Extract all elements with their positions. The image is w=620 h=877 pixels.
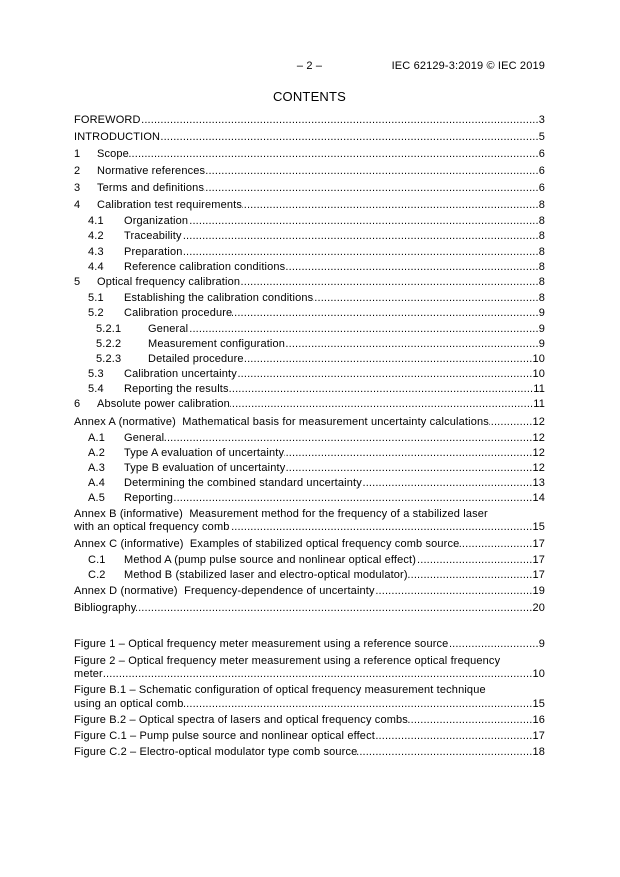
toc-entry-4-1[interactable] — [74, 215, 545, 228]
entry-title: Figure B.2 – Optical spectra of lasers and optical frequency combs — [74, 713, 408, 726]
toc-entry-a-3[interactable] — [74, 462, 545, 475]
page-number: 17 — [532, 554, 545, 567]
section-number: A.4 — [88, 476, 105, 489]
entry-title: Method B (stabilized laser and electro-optical modulator) — [124, 569, 408, 582]
figure-entry-1[interactable] — [74, 638, 545, 651]
entry-title: General — [124, 431, 165, 444]
section-number: 5.2.3 — [96, 352, 122, 365]
dot-leader — [141, 114, 539, 127]
page-number: 17 — [532, 730, 545, 743]
toc-entry-annex-d[interactable] — [74, 585, 545, 598]
section-number: 3 — [74, 182, 81, 195]
section-number: 1 — [74, 147, 81, 160]
page-number: 12 — [532, 415, 545, 428]
page-number: 6 — [538, 147, 545, 160]
section-number: 5.1 — [88, 292, 104, 305]
section-number: A.3 — [88, 461, 105, 474]
entry-title: Normative references — [97, 165, 206, 178]
page-number: 9 — [538, 307, 545, 320]
page-number: 15 — [532, 697, 545, 710]
header-standard-reference: IEC 62129-3:2019 © IEC 2019 — [391, 60, 545, 73]
page-number: 16 — [532, 713, 545, 726]
dot-leader — [362, 477, 533, 490]
entry-title: Type A evaluation of uncertainty — [124, 446, 285, 459]
figure-entry-c-1[interactable] — [74, 730, 545, 743]
entry-title: Scope — [97, 147, 129, 160]
entry-title: Figure C.1 – Pump pulse source and nonlinear optical effect — [74, 730, 375, 743]
toc-entry-5-3[interactable] — [74, 368, 545, 381]
section-number: 5.4 — [88, 382, 104, 395]
entry-title: Reference calibration conditions — [124, 260, 286, 273]
section-number: 4 — [74, 199, 81, 212]
entry-title: Calibration test requirements — [97, 199, 242, 212]
page-number: 10 — [532, 367, 545, 380]
dot-leader — [230, 521, 533, 534]
dot-leader — [408, 569, 533, 582]
toc-entry-annex-a[interactable] — [74, 416, 545, 429]
figure-entry-2[interactable] — [74, 655, 545, 682]
page-number: 11 — [533, 398, 545, 411]
entry-title-continued: meter — [74, 667, 103, 680]
section-number: 4.2 — [88, 230, 104, 243]
entry-title: Detailed procedure — [148, 352, 244, 365]
entry-title-line — [74, 684, 545, 697]
dot-leader — [284, 447, 532, 460]
page-number: 8 — [538, 230, 545, 243]
dot-leader — [489, 416, 533, 429]
toc-entry-c-2[interactable] — [74, 569, 545, 582]
entry-title-line — [74, 668, 545, 681]
toc-entry-a-5[interactable] — [74, 492, 545, 505]
page-number: 15 — [532, 520, 545, 533]
section-number: 5.2.1 — [96, 322, 122, 335]
entry-title-line — [74, 698, 545, 711]
dot-leader — [173, 492, 532, 505]
dot-leader — [240, 276, 539, 289]
toc-entry-a-2[interactable] — [74, 447, 545, 460]
section-number: 2 — [74, 165, 81, 178]
entry-title: Absolute power calibration — [97, 398, 230, 411]
section-number: 4.1 — [88, 215, 104, 228]
page-number: 12 — [532, 461, 545, 474]
page-number: 20 — [532, 601, 545, 614]
page-number: 8 — [538, 292, 545, 305]
toc-entry-4-2[interactable] — [74, 230, 545, 243]
toc-entry-a-1[interactable] — [74, 432, 545, 445]
toc-entry-c-1[interactable] — [74, 554, 545, 567]
entry-title-continued: with an optical frequency comb — [74, 520, 230, 533]
page-number: 9 — [538, 337, 545, 350]
dot-leader — [129, 148, 539, 161]
entry-title: Reporting the results — [124, 382, 229, 395]
toc-entry-bibliography[interactable] — [74, 602, 545, 615]
page-number: 13 — [532, 476, 545, 489]
entry-title-line — [74, 655, 545, 668]
dot-leader — [285, 261, 538, 274]
dot-leader — [188, 215, 539, 228]
entry-title: INTRODUCTION — [74, 130, 161, 143]
toc-entry-4-3[interactable] — [74, 246, 545, 259]
entry-title: Annex C (informative) Examples of stabilized optical frequency comb source — [74, 538, 460, 551]
entry-title: FOREWORD — [74, 113, 141, 126]
entry-title: Figure B.1 – Schematic configuration of optical frequency measurement technique — [74, 684, 486, 697]
toc-entry-4-4[interactable] — [74, 261, 545, 274]
dot-leader — [375, 730, 533, 743]
toc-entry-3[interactable] — [74, 182, 545, 195]
toc-entry-a-4[interactable] — [74, 477, 545, 490]
page-number: 3 — [538, 113, 545, 126]
page-number: 10 — [532, 352, 545, 365]
entry-title: Type B evaluation of uncertainty — [124, 461, 286, 474]
entry-title: Figure 1 – Optical frequency meter measurement using a reference source — [74, 638, 449, 651]
entry-title: Annex D (normative) Frequency-dependence of uncertainty — [74, 584, 375, 597]
entry-title: Figure C.2 – Electro-optical modulator type comb source — [74, 746, 358, 759]
entry-title: Annex A (normative) Mathematical basis for measurement uncertainty calculations — [74, 415, 489, 428]
section-number: 5 — [74, 276, 81, 289]
dot-leader — [183, 246, 539, 259]
dot-leader — [205, 165, 539, 178]
toc-entry-1[interactable] — [74, 148, 545, 161]
entry-title: Optical frequency calibration — [97, 276, 241, 289]
entry-title: Annex B (informative) Measurement method for the frequency of a stabilized laser — [74, 507, 488, 520]
entry-title: Bibliography — [74, 601, 137, 614]
page-number: 19 — [532, 584, 545, 597]
section-number: 5.2 — [88, 307, 104, 320]
toc-entry-5-2-1[interactable] — [74, 323, 545, 336]
page-number: 5 — [538, 130, 545, 143]
dot-leader — [103, 668, 533, 681]
page-number: 6 — [538, 165, 545, 178]
entry-title-line — [74, 521, 545, 534]
dot-leader — [229, 383, 534, 396]
figure-entry-c-2[interactable] — [74, 746, 545, 759]
page-header — [74, 60, 545, 73]
toc-entry-5[interactable] — [74, 276, 545, 289]
dot-leader — [242, 199, 539, 212]
section-number: 4.4 — [88, 260, 104, 273]
page-number: 12 — [532, 446, 545, 459]
toc-entry-5-4[interactable] — [74, 383, 545, 396]
section-number: 5.2.2 — [96, 337, 122, 350]
page-number: 17 — [532, 538, 545, 551]
entry-title: Measurement configuration — [148, 337, 286, 350]
entry-title: Traceability — [124, 230, 182, 243]
entry-title: Figure 2 – Optical frequency meter measurement using a reference optical frequency — [74, 654, 501, 667]
page-number: 8 — [538, 276, 545, 289]
toc-entry-4[interactable] — [74, 199, 545, 212]
toc-entry-2[interactable] — [74, 165, 545, 178]
toc-entry-foreword[interactable] — [74, 114, 545, 127]
dot-leader — [285, 338, 539, 351]
toc-entry-annex-c[interactable] — [74, 538, 545, 551]
page-number: 9 — [538, 322, 545, 335]
section-number: 4.3 — [88, 245, 104, 258]
toc-entry-6[interactable] — [74, 398, 545, 411]
dot-leader — [160, 131, 539, 144]
section-number: A.2 — [88, 446, 105, 459]
dot-leader — [182, 230, 539, 243]
figure-entry-b-1[interactable] — [74, 684, 545, 711]
entry-title: Preparation — [124, 245, 183, 258]
page-number: 18 — [532, 746, 545, 759]
section-number: 6 — [74, 398, 81, 411]
dot-leader — [285, 462, 532, 475]
dot-leader — [459, 538, 532, 551]
entry-title-continued: using an optical comb — [74, 697, 184, 710]
section-number: A.1 — [88, 431, 105, 444]
toc-entry-5-2-2[interactable] — [74, 338, 545, 351]
entry-title: Method A (pump pulse source and nonlinear optical effect) — [124, 554, 417, 567]
entry-title: Calibration uncertainty — [124, 367, 237, 380]
dot-leader — [184, 698, 533, 711]
header-page-number: – 2 – — [296, 60, 323, 73]
toc-entry-5-2-3[interactable] — [74, 353, 545, 366]
page-number: 11 — [533, 382, 545, 395]
entry-title-line — [74, 508, 545, 521]
section-number: C.1 — [88, 554, 106, 567]
dot-leader — [230, 398, 533, 411]
page-number: 6 — [538, 182, 545, 195]
page-number: 8 — [538, 245, 545, 258]
page-number: 8 — [538, 199, 545, 212]
dot-leader — [188, 323, 539, 336]
section-number: A.5 — [88, 492, 105, 504]
dot-leader — [313, 292, 538, 305]
dot-leader — [416, 554, 532, 567]
contents-list — [74, 114, 545, 616]
page-number: 8 — [538, 260, 545, 273]
toc-entry-introduction[interactable] — [74, 131, 545, 144]
section-number: C.2 — [88, 569, 106, 582]
entry-title: Determining the combined standard uncertainty — [124, 476, 362, 489]
dot-leader — [232, 307, 538, 320]
page-number: 12 — [532, 431, 545, 444]
dot-leader — [408, 714, 533, 727]
page-number: 9 — [538, 638, 545, 651]
dot-leader — [375, 585, 533, 598]
dot-leader — [237, 368, 533, 381]
entry-title: Terms and definitions — [97, 182, 205, 195]
dot-leader — [136, 602, 532, 615]
contents-heading: CONTENTS — [272, 89, 347, 104]
dot-leader — [357, 746, 532, 759]
figures-list — [74, 638, 545, 760]
dot-leader — [244, 353, 533, 366]
dot-leader — [448, 638, 538, 651]
toc-entry-5-1[interactable] — [74, 292, 545, 305]
dot-leader — [164, 432, 532, 445]
entry-title: Reporting — [124, 492, 174, 504]
toc-entry-5-2[interactable] — [74, 307, 545, 320]
entry-title: Calibration procedure — [124, 307, 233, 320]
entry-title: Organization — [124, 215, 189, 228]
figure-entry-b-2[interactable] — [74, 714, 545, 727]
page-number: 8 — [538, 215, 545, 228]
page-number: 10 — [532, 667, 545, 680]
entry-title: Establishing the calibration conditions — [124, 292, 314, 305]
dot-leader — [204, 182, 539, 195]
entry-title: General — [148, 322, 189, 335]
page-number: 14 — [532, 492, 545, 504]
page-number: 17 — [532, 569, 545, 582]
toc-entry-annex-b[interactable] — [74, 508, 545, 535]
section-number: 5.3 — [88, 367, 104, 380]
